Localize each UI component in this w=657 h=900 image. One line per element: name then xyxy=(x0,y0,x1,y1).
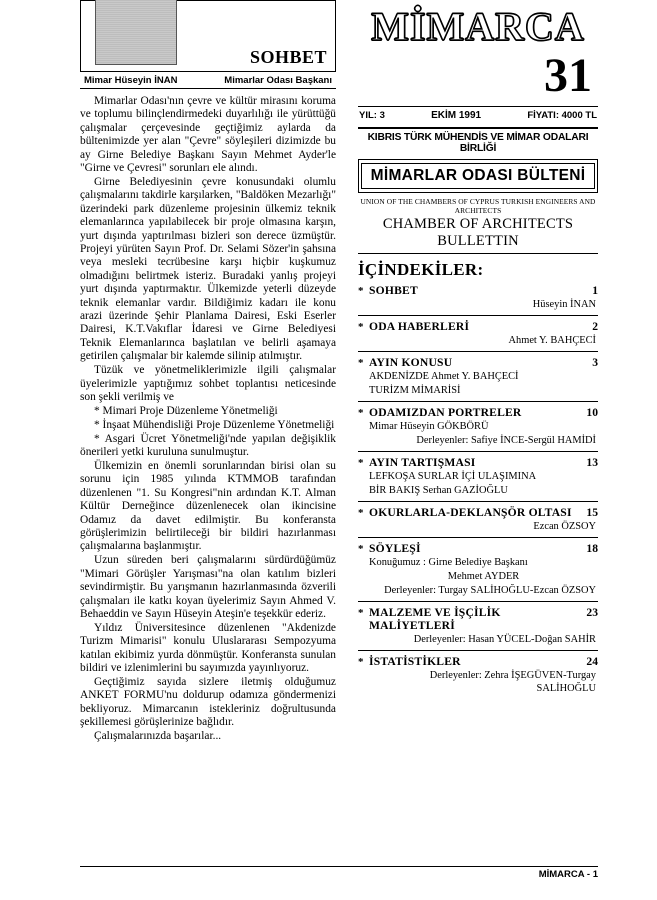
issue-price: FİYATI: 4000 TL xyxy=(527,110,597,121)
table-of-contents xyxy=(358,284,598,695)
issue-year: YIL: 3 xyxy=(359,110,385,121)
caption-author: Mimar Hüseyin İNAN xyxy=(84,75,178,86)
toc-entry-label: AYIN TARTIŞMASI xyxy=(369,456,476,469)
issue-date: EKİM 1991 xyxy=(431,110,482,121)
toc-star-icon: * xyxy=(358,656,364,668)
toc-entry-page: 3 xyxy=(592,356,598,369)
toc-entry-sub: Derleyenler: Turgay SALİHOĞLU-Ezcan ÖZSOY xyxy=(384,585,596,596)
footer-divider xyxy=(80,866,598,867)
article-closing: Çalışmalarınızda başarılar... xyxy=(94,730,222,743)
toc-entry-sub: Derleyenler: Safiye İNCE-Sergül HAMİDİ xyxy=(416,435,596,446)
article-body xyxy=(80,95,336,744)
toc-divider xyxy=(358,650,598,651)
left-column xyxy=(80,0,338,862)
article-bullet: * Asgari Ücret Yönetmeliği'nde yapılan değişiklik önerileri yetki kuruluna sunulmuştur. xyxy=(80,432,336,459)
article-paragraph: Tüzük ve yönetmeliklerimizle ilgili çalışmalar üyelerimizle yaptığımız sohbet toplantısı neticesinde son şekli verilmiş ve xyxy=(80,364,336,403)
bulletin-title-english: CHAMBER OF ARCHITECTS BULLETTIN xyxy=(382,216,574,249)
footer-page-label: MİMARCA - 1 xyxy=(538,869,598,880)
toc-divider xyxy=(358,401,598,402)
toc-divider xyxy=(358,501,598,502)
toc-divider xyxy=(358,315,598,316)
toc-entry-label: ODA HABERLERİ xyxy=(369,320,470,333)
caption-role: Mimarlar Odası Başkanı xyxy=(224,75,332,86)
toc-entry[interactable] xyxy=(358,506,598,533)
toc-star-icon: * xyxy=(358,543,364,555)
article-paragraph: Yıldız Üniversitesince düzenlenen "Akdenizde Turizm Mimarisi" konulu Uluslararası Sempozyuma katılan ekibimiz yurda dönmüştür. Konferansta sunulan bildiri ve izlenimlerini bu sayımızda yayınlıyoruz. xyxy=(80,621,336,675)
page-footer xyxy=(80,866,598,880)
organization-name-english: UNION OF THE CHAMBERS OF CYPRUS TURKISH ENGINEERS AND ARCHITECTS xyxy=(360,197,596,215)
article-paragraph: Mimarlar Odası'nın çevre ve kültür mirasını koruma ve toplumu bilinçlendirmedeki duyarlılığı ile yürüttüğü çalışmalar çerçevesinde geçtiğimiz aylarda da bültenimizde yer alan "Çevre" söyleşileri dizimizde bu ay Girne Belediye Başkanı Sayın Mehmet Ayder'le "Girne ve Çevresi" sorunları ele alındı. xyxy=(80,95,336,175)
bulletin-title: MİMARLAR ODASI BÜLTENİ xyxy=(361,163,595,189)
toc-entry-sub: Konuğumuz : Girne Belediye Başkanı xyxy=(369,557,528,568)
toc-divider xyxy=(358,351,598,352)
toc-entry-label: MALZEME VE İŞÇİLİK MALİYETLERİ xyxy=(369,606,501,632)
toc-entry-sub: Hüseyin İNAN xyxy=(532,299,596,310)
toc-entry-page: 10 xyxy=(586,406,598,419)
author-photo xyxy=(95,0,177,65)
toc-star-icon: * xyxy=(358,285,364,297)
toc-entry-sub: BİR BAKIŞ Serhan GAZİOĞLU xyxy=(369,485,508,496)
toc-entry-label: İSTATİSTİKLER xyxy=(369,655,461,668)
article-paragraph: Girne Belediyesinin çevre konusundaki olumlu çalışmalarını takdirle karşılarken, "Baldöken Mezarlığı" üzerindeki park düzenleme projesinin ülkemiz teknik elemanlarınca yapılabilecek bir proje olmasına karşın, yurt dışında yaptırılması bizleri son derece üzmüştür. Projeyi yürüten Sayın Prof. Dr. Selami Sözer'in şahsına veya mesleki tecrübesine karşı hiçbir kuşkumuz olmadığını belirtmek isteriz. Buradaki yanlış projeyi yurt dışında yaptırmaktır. Ülkemizde yeterli düzeyde teknik elemanlar vardır. Bildiğimiz kadarı ile konu arazi üzerinde Şehir Planlama Dairesi, Eski Eserler Dairesi, K.T.Vakıflar İdaresi ve Girne Belediyesi Teknik Elemanlarınca başlatılan ve belirli aşamaya getirilen çalışmalar bir kalemde silinip atılmıştır. xyxy=(80,175,336,363)
toc-entry-page: 23 xyxy=(586,606,598,619)
article-bullet: * Mimari Proje Düzenleme Yönetmeliği xyxy=(94,404,278,417)
toc-entry-sub: Mimar Hüseyin GÖKBÖRÜ xyxy=(369,421,489,432)
toc-star-icon: * xyxy=(358,607,364,619)
toc-entry-page: 18 xyxy=(586,542,598,555)
article-paragraph: Ülkemizin en önemli sorunlarından birisi olan su sorunu için 1985 yılında KTMMOB tarafından düzenlenen "1. Su Kongresi"nin ardından K.T. Alman Kültür Derneğince düzenlenecek olan ikincisine Odamız da davet edilmiştir. Bu konferansta görüşlerimizin belirtileceği bir bildiri hazırlanması çalışmalarına başlanmıştır. xyxy=(80,459,336,553)
right-column xyxy=(358,0,598,697)
toc-entry-sub: AKDENİZDE Ahmet Y. BAHÇECİ xyxy=(369,371,519,382)
toc-entry[interactable] xyxy=(358,655,598,695)
toc-star-icon: * xyxy=(358,457,364,469)
article-bullet: * İnşaat Mühendisliği Proje Düzenleme Yönetmeliği xyxy=(94,418,335,431)
magazine-masthead: MİMARCA xyxy=(371,4,585,49)
caption-divider xyxy=(80,88,336,89)
toc-entry-label: AYIN KONUSU xyxy=(369,356,453,369)
toc-entry[interactable] xyxy=(358,356,598,397)
issue-info-line xyxy=(358,107,598,124)
toc-entry-label: OKURLARLA-DEKLANŞÖR OLTASI xyxy=(369,506,572,519)
feature-caption xyxy=(80,72,336,86)
toc-entry-page: 2 xyxy=(592,320,598,333)
toc-entry[interactable] xyxy=(358,406,598,447)
toc-entry-sub: Ezcan ÖZSOY xyxy=(533,521,596,532)
toc-entry-page: 24 xyxy=(586,655,598,668)
toc-entry-page: 13 xyxy=(586,456,598,469)
toc-star-icon: * xyxy=(358,407,364,419)
feature-title: SOHBET xyxy=(249,47,327,67)
toc-star-icon: * xyxy=(358,357,364,369)
english-divider xyxy=(358,253,598,254)
feature-header-box xyxy=(80,0,336,72)
organization-name: KIBRIS TÜRK MÜHENDİS VE MİMAR ODALARI BİRLİĞİ xyxy=(367,132,589,154)
toc-entry-label: SOHBET xyxy=(369,284,418,297)
toc-divider xyxy=(358,451,598,452)
toc-star-icon: * xyxy=(358,321,364,333)
toc-entry-sub: Derleyenler: Hasan YÜCEL-Doğan SAHİR xyxy=(413,634,596,645)
toc-entry-sub: Derleyenler: Zehra İŞEGÜVEN-Turgay SALİHOĞLU xyxy=(429,670,596,694)
toc-entry-sub: LEFKOŞA SURLAR İÇİ ULAŞIMINA xyxy=(369,471,537,482)
toc-entry[interactable] xyxy=(358,284,598,311)
toc-divider xyxy=(358,537,598,538)
toc-entry[interactable] xyxy=(358,542,598,597)
toc-entry-label: SÖYLEŞİ xyxy=(369,542,421,555)
toc-entry-sub: TURİZM MİMARİSİ xyxy=(369,385,461,396)
toc-entry[interactable] xyxy=(358,606,598,646)
article-paragraph: Uzun süreden beri çalışmalarını sürdürdüğümüz "Mimari Görüşler Yarışması"na olan katılım bizleri sevindirmiştir. Bu yarışmanın hazırlanmasında özverili çalışmaları ile katkı koyan üyelerimiz Sayın Ahmed V. Behaeddin ve Sayın Hüseyin Ateşin'e teşekkür ederiz. xyxy=(80,554,336,620)
toc-entry[interactable] xyxy=(358,456,598,497)
issue-number: 31 xyxy=(544,49,592,102)
article-paragraph: Geçtiğimiz sayıda sizlere iletmiş olduğumuz ANKET FORMU'nu doldurup odamıza göndermenizi bekliyoruz. Mimarcanın istekleriniz doğrultusunda şekillemesi görüşlerinize bağlıdır. xyxy=(80,675,336,729)
toc-entry[interactable] xyxy=(358,320,598,347)
toc-entry-page: 15 xyxy=(586,506,598,519)
bulletin-title-box xyxy=(358,159,598,193)
toc-entry-page: 1 xyxy=(592,284,598,297)
toc-entry-sub: Ahmet Y. BAHÇECİ xyxy=(508,335,596,346)
toc-star-icon: * xyxy=(358,507,364,519)
toc-entry-label: ODAMIZDAN PORTRELER xyxy=(369,406,522,419)
toc-title: İÇİNDEKİLER: xyxy=(358,260,484,279)
toc-entry-sub: Mehmet AYDER xyxy=(447,571,520,582)
toc-divider xyxy=(358,601,598,602)
